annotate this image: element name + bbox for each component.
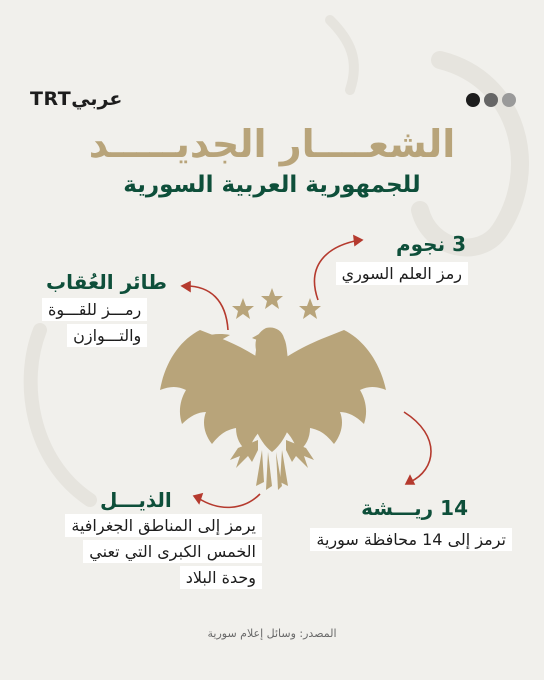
- stars-heading: 3 نجوم: [395, 232, 466, 256]
- feathers-description: ترمز إلى 14 محافظة سورية: [310, 528, 512, 554]
- page-title: الشعــــار الجديـــــد: [88, 122, 456, 166]
- eagle-description: رمـــز للقـــوة والتـــوازن: [42, 298, 147, 350]
- feathers-heading: 14 ريـــشة: [361, 496, 468, 520]
- stars-description: رمز العلم السوري: [336, 262, 468, 288]
- arrow-tail: [198, 494, 260, 507]
- arrow-head-icon: [354, 236, 362, 245]
- source-credit: المصدر: وسائل إعلام سورية: [207, 627, 337, 640]
- arrow-head-icon: [182, 282, 190, 291]
- tail-heading: الذيـــل: [100, 488, 172, 512]
- page-subtitle: للجمهورية العربية السورية: [123, 172, 421, 198]
- arrow-feathers: [404, 412, 431, 482]
- eagle-heading: طائر العُقاب: [46, 270, 167, 294]
- tail-description: يرمز إلى المناطق الجغرافية الخمس الكبرى التي تعني وحدة البلاد: [32, 514, 262, 592]
- arrow-eagle: [186, 286, 228, 330]
- arrow-head-icon: [406, 476, 414, 484]
- arrow-head-icon: [194, 494, 202, 503]
- trt-arabi-logo: TRTعربي: [30, 88, 123, 110]
